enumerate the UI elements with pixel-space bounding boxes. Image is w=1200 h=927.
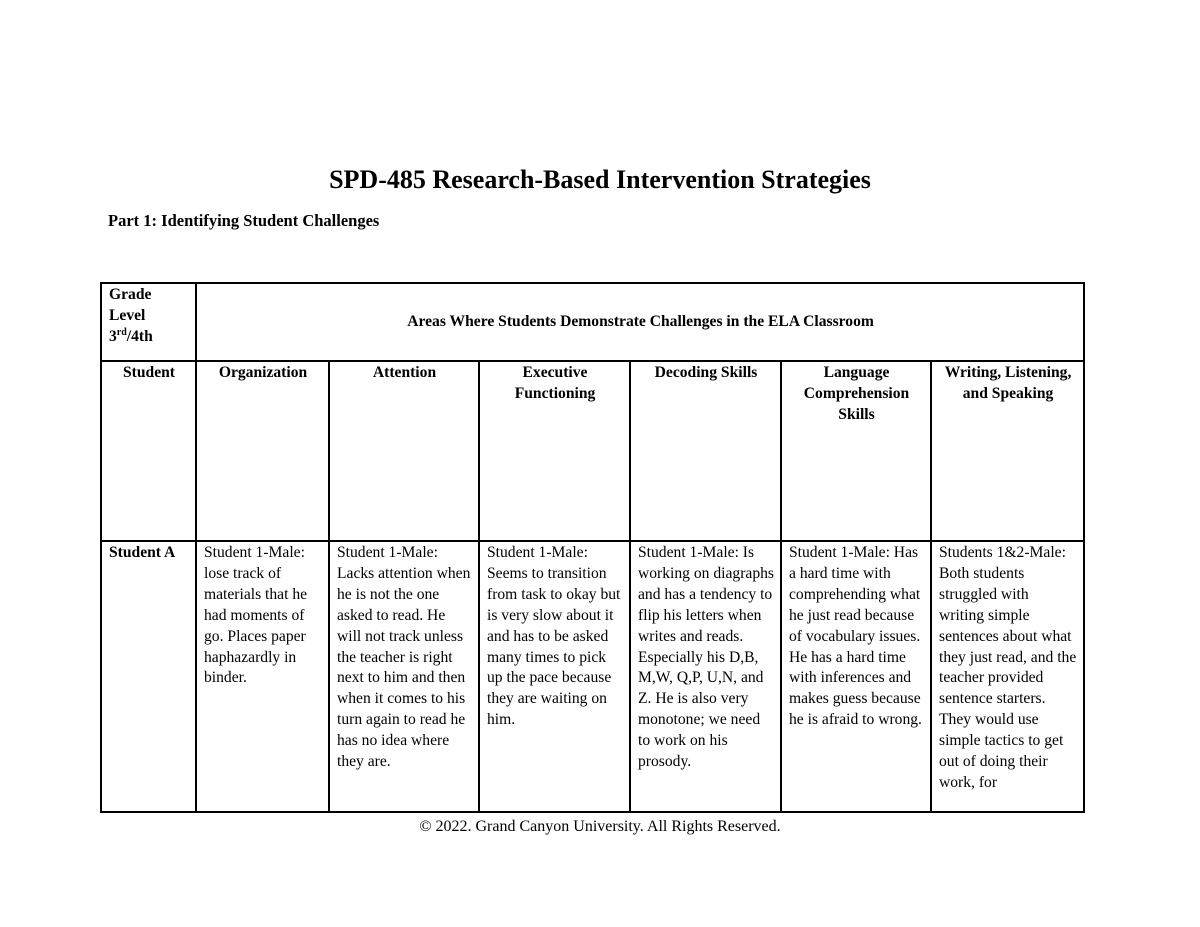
grade-value-prefix: 3 (109, 327, 117, 345)
column-header-organization: Organization (196, 361, 329, 541)
grade-value-suffix: /4th (126, 327, 153, 345)
student-name-cell: Student A (101, 541, 196, 812)
areas-header-cell (196, 283, 1084, 361)
attention-cell: Student 1-Male: Lacks attention when he is not the one asked to read. He will not track unless the teacher is right next to him and then when it comes to his turn again to read he has no idea where they are. (329, 541, 479, 812)
grade-label-line1: Grade (109, 286, 152, 303)
organization-cell: Student 1-Male: lose track of materials that he had moments of go. Places paper haphazardly in binder. (196, 541, 329, 812)
executive-functioning-cell: Student 1-Male: Seems to transition from task to okay but is very slow about it and has to be asked many times to pick up the pace because they are waiting on him. (479, 541, 630, 812)
table-header-row-1 (101, 283, 1084, 361)
challenges-table (100, 282, 1085, 813)
column-header-student: Student (101, 361, 196, 541)
grade-level-cell (101, 283, 196, 361)
decoding-skills-cell: Student 1-Male: Is working on diagraphs and has a tendency to flip his letters when writes and reads. Especially his D,B, M,W, Q,P, U,N, and Z. He is also very monotone; we need to work on his prosody. (630, 541, 781, 812)
language-comprehension-cell: Student 1-Male: Has a hard time with comprehending what he just read because of vocabulary issues. He has a hard time with inferences and makes guess because he is afraid to wrong. (781, 541, 931, 812)
areas-header: Areas Where Students Demonstrate Challenges in the ELA Classroom (407, 313, 874, 331)
table-row (101, 541, 1084, 812)
grade-value (109, 327, 189, 348)
grade-value-sup: rd (116, 326, 127, 338)
part-heading: Part 1: Identifying Student Challenges (108, 211, 380, 230)
table-header-row-2 (101, 361, 1084, 541)
column-header-decoding-skills: Decoding Skills (630, 361, 781, 541)
column-header-attention: Attention (329, 361, 479, 541)
column-header-executive-functioning: Executive Functioning (479, 361, 630, 541)
grade-label-line2: Level (109, 306, 146, 324)
column-header-language-comprehension: Language Comprehension Skills (781, 361, 931, 541)
writing-listening-speaking-cell: Students 1&2-Male: Both students struggled with writing simple sentences about what they just read, and the teacher provided sentence starters. They would use simple tactics to get out of doing their work, for (931, 541, 1084, 812)
copyright-footer: © 2022. Grand Canyon University. All Rights Reserved. (419, 818, 781, 835)
column-header-writing-listening-speaking: Writing, Listening, and Speaking (931, 361, 1084, 541)
document-title: SPD-485 Research-Based Intervention Strategies (329, 165, 871, 194)
